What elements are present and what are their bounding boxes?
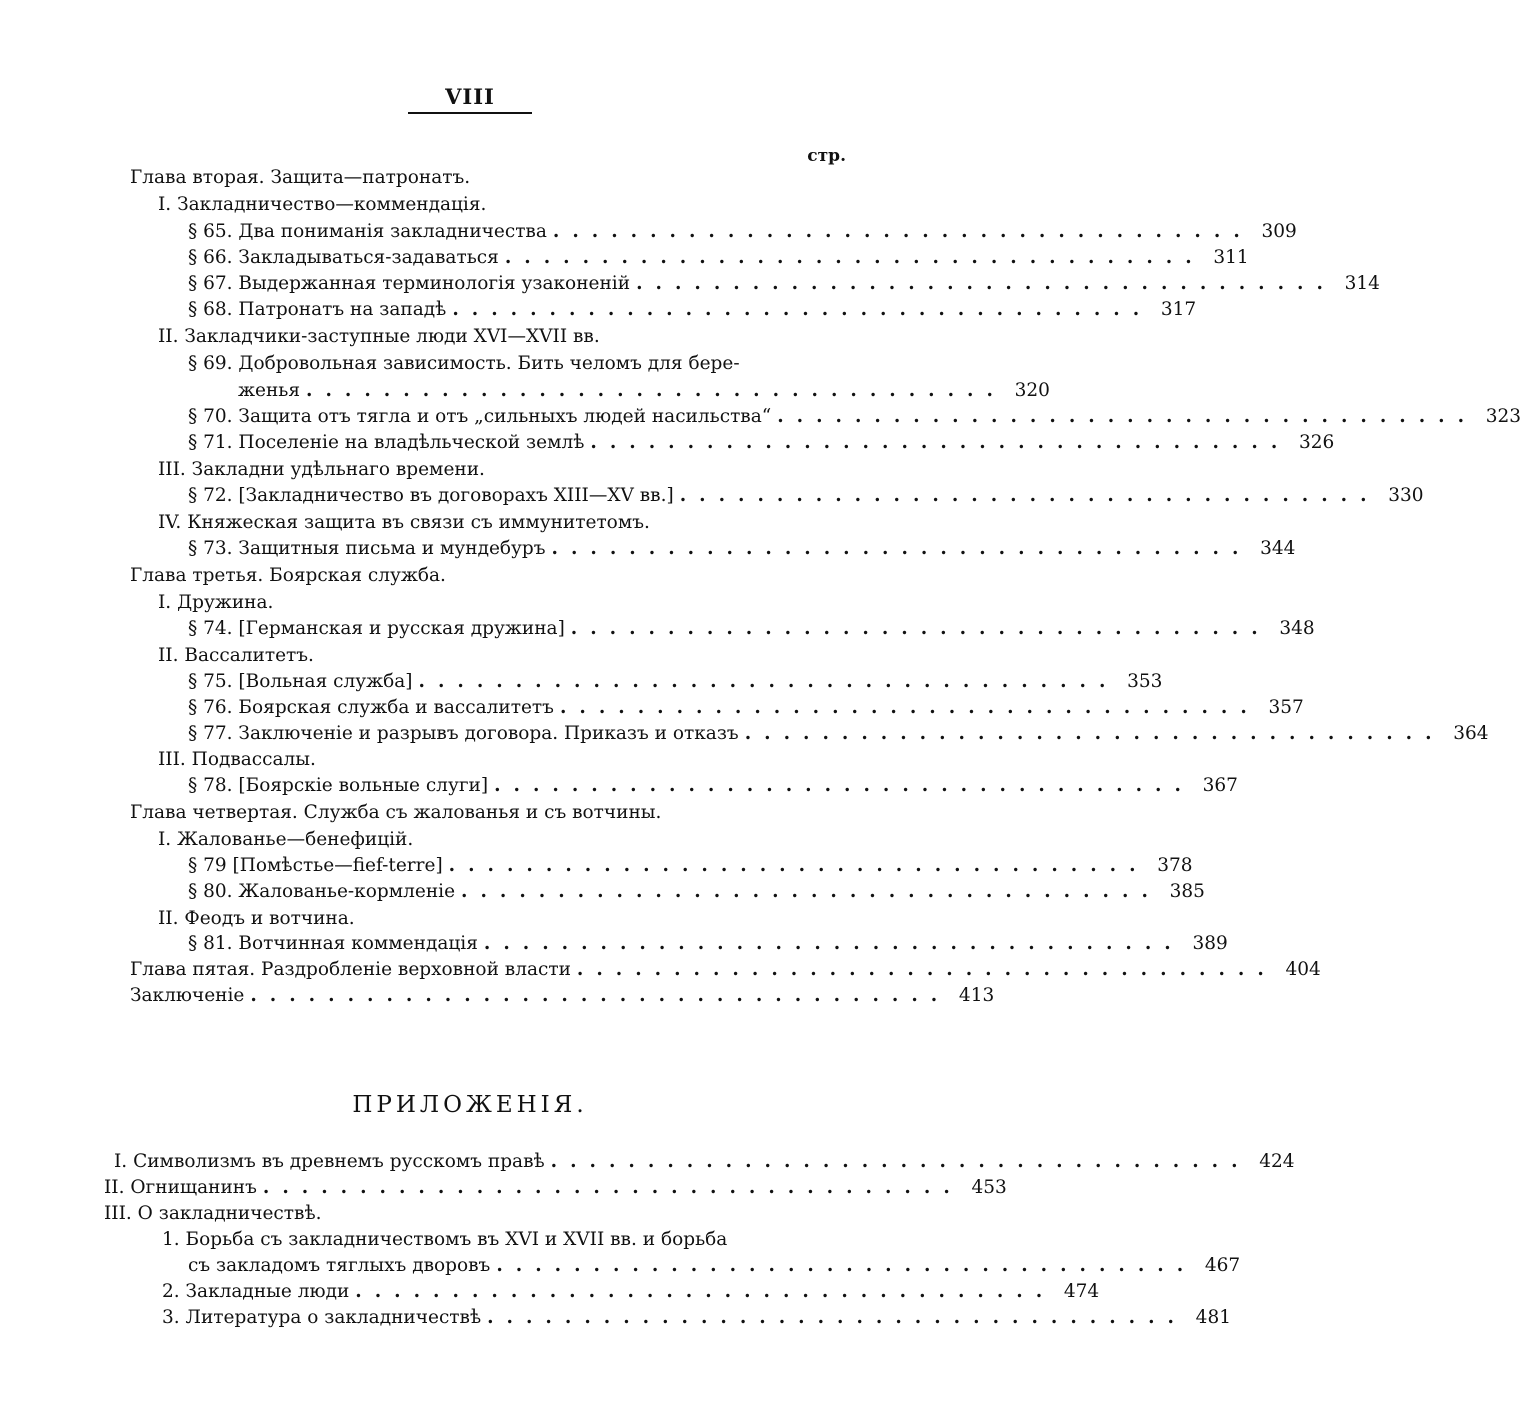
leader-dots: .................................... [452, 299, 1153, 320]
toc-page-number: 385 [1169, 881, 1205, 902]
appendix-page-number: 467 [1204, 1255, 1241, 1276]
toc-line [130, 983, 995, 1009]
leader-dots: .................................... [250, 985, 951, 1006]
toc-page-number: 348 [1279, 618, 1315, 639]
toc-page-number: 314 [1344, 273, 1380, 294]
appendix-line [104, 1201, 845, 1227]
toc-page-number: 320 [1014, 380, 1050, 401]
appendix-line-text: 3. Литература о закладничествѣ [162, 1307, 482, 1328]
toc-line [188, 351, 845, 377]
toc-line [188, 404, 1521, 430]
toc-line [188, 271, 1380, 297]
toc-page-number: 311 [1213, 247, 1249, 268]
appendix-line [162, 1227, 845, 1253]
toc-line [158, 510, 845, 536]
toc-page-number: 330 [1388, 485, 1424, 506]
leader-dots: .................................... [504, 247, 1205, 268]
toc-line [188, 931, 1228, 957]
page-number-rule [408, 112, 532, 114]
toc-line-text: § 71. Поселеніе на владѣльческой землѣ [188, 432, 585, 453]
leader-dots: .................................... [487, 1307, 1187, 1328]
toc-line [158, 590, 845, 616]
toc-line [238, 378, 1050, 404]
toc-line [130, 957, 1321, 983]
toc-line [158, 643, 845, 669]
leader-dots: .................................... [777, 406, 1478, 427]
appendix-line-text: 2. Закладные люди [162, 1281, 350, 1302]
toc-line-text: § 79 [Помѣстье—fief-terre] [188, 855, 443, 876]
leader-dots: .................................... [552, 221, 1253, 242]
toc-line-text: III. Закладни удѣльнаго времени. [158, 459, 485, 480]
leader-dots: .................................... [496, 1255, 1197, 1276]
appendix-page-number: 481 [1195, 1307, 1231, 1328]
appendix-page-number: 453 [971, 1177, 1007, 1198]
toc-line-text: Глава третья. Боярская служба. [130, 565, 446, 586]
page-number: VIII [445, 84, 495, 109]
toc-line-text: § 69. Добровольная зависимость. Бить челомъ для бере- [188, 353, 740, 374]
toc-line [158, 827, 845, 853]
toc-line-text: § 73. Защитныя письма и мундебуръ [188, 538, 546, 559]
appendix-page-number: 424 [1259, 1151, 1295, 1172]
toc-line-text: Глава вторая. Защита—патронатъ. [130, 167, 471, 188]
toc-line-text: женья [238, 380, 301, 401]
toc-line [130, 800, 845, 826]
toc-line [188, 853, 1193, 879]
toc-line [130, 165, 845, 191]
toc-line [188, 695, 1304, 721]
toc-line-text: § 65. Два пониманія закладничества [188, 221, 547, 242]
toc-line [188, 773, 1238, 799]
toc-line-text: Глава пятая. Раздробленіе верховной власти [130, 959, 571, 980]
appendix-line [114, 1149, 1295, 1175]
toc-line [158, 192, 845, 218]
leader-dots: .................................... [679, 485, 1380, 506]
leader-dots: .................................... [461, 881, 1161, 902]
leader-dots: .................................... [306, 380, 1006, 401]
toc-line-text: § 72. [Закладничество въ договорахъ XIII—XV вв.] [188, 485, 674, 506]
toc-line [130, 563, 845, 589]
leader-dots: .................................... [636, 273, 1336, 294]
toc-line-text: II. Вассалитетъ. [158, 645, 314, 666]
toc-page-number: 353 [1127, 671, 1163, 692]
toc-line-text: § 74. [Германская и русская дружина] [188, 618, 565, 639]
toc-line-text: I. Жалованье—бенефицій. [158, 829, 414, 850]
leader-dots: .................................... [483, 933, 1184, 954]
leader-dots: .................................... [494, 775, 1194, 796]
toc-line [188, 879, 1205, 905]
toc-line [158, 747, 845, 773]
leader-dots: .................................... [550, 1151, 1251, 1172]
toc-line-text: III. Подвассалы. [158, 749, 316, 770]
toc-line [158, 324, 845, 350]
toc-line-text: I. Закладничество—коммендація. [158, 194, 487, 215]
toc-line-text: II. Феодъ и вотчина. [158, 908, 355, 929]
leader-dots: .................................... [418, 671, 1119, 692]
toc-line-text: § 67. Выдержанная терминологія узаконеній [188, 273, 631, 294]
toc-page-number: 389 [1192, 933, 1228, 954]
leader-dots: .................................... [570, 618, 1271, 639]
toc-page-number: 326 [1298, 432, 1335, 453]
toc-page-number: 367 [1202, 775, 1238, 796]
toc-page-number: 404 [1285, 959, 1321, 980]
toc-page-number: 317 [1160, 299, 1197, 320]
toc-page-number: 309 [1261, 221, 1297, 242]
toc-line-text: § 77. Заключеніе и разрывъ договора. Приказъ и отказъ [188, 723, 739, 744]
toc-page-number: 357 [1268, 697, 1304, 718]
toc-line-text: § 75. [Вольная служба] [188, 671, 413, 692]
appendix-line [162, 1279, 1100, 1305]
toc-line-text: § 70. Защита отъ тягла и отъ „сильныхъ людей насильства“ [188, 406, 772, 427]
toc-page-number: 364 [1453, 723, 1489, 744]
toc-line-text: § 80. Жалованье-кормленіе [188, 881, 456, 902]
toc-line-text: § 78. [Боярскіе вольные слуги] [188, 775, 489, 796]
appendix-heading: ПРИЛОЖЕНІЯ. [352, 1092, 588, 1118]
toc-line [158, 457, 845, 483]
toc-line [188, 669, 1163, 695]
toc-line [188, 430, 1335, 456]
appendix-line [104, 1175, 1007, 1201]
leader-dots: .................................... [551, 538, 1252, 559]
leader-dots: .................................... [590, 432, 1291, 453]
toc-line-text: IV. Княжеская защита въ связи съ иммунитетомъ. [158, 512, 650, 533]
toc-line-text: I. Дружина. [158, 592, 274, 613]
appendix-line-text: 1. Борьба съ закладничествомъ въ XVI и XVII вв. и борьба [162, 1229, 728, 1250]
leader-dots: .................................... [576, 959, 1277, 980]
appendix-line [188, 1253, 1241, 1279]
appendix-line-text: съ закладомъ тяглыхъ дворовъ [188, 1255, 491, 1276]
toc-line-text: II. Закладчики-заступные люди XVI—XVII вв. [158, 326, 600, 347]
appendix-line-text: I. Символизмъ въ древнемъ русскомъ правѣ [114, 1151, 545, 1172]
page-column-label: стр. [807, 146, 846, 166]
toc-line-text: § 76. Боярская служба и вассалитетъ [188, 697, 554, 718]
leader-dots: .................................... [559, 697, 1260, 718]
appendix-line-text: II. Огнищанинъ [104, 1177, 257, 1198]
toc-line [188, 616, 1315, 642]
toc-page-number: 323 [1485, 406, 1521, 427]
toc-page-number: 378 [1157, 855, 1193, 876]
appendix-page-number: 474 [1063, 1281, 1100, 1302]
toc-line-text: Заключеніе [130, 985, 245, 1006]
appendix-line-text: III. О закладничествѣ. [104, 1203, 322, 1224]
toc-line [188, 483, 1424, 509]
toc-line-text: § 68. Патронатъ на западѣ [188, 299, 447, 320]
leader-dots: .................................... [262, 1177, 963, 1198]
leader-dots: .................................... [744, 723, 1445, 744]
toc-line [188, 297, 1197, 323]
toc-page-number: 413 [958, 985, 995, 1006]
toc-line [188, 219, 1297, 245]
leader-dots: .................................... [448, 855, 1149, 876]
toc-line [188, 245, 1249, 271]
toc-line-text: Глава четвертая. Служба съ жалованья и съ вотчины. [130, 802, 662, 823]
toc-line-text: § 66. Закладываться-задаваться [188, 247, 499, 268]
toc-page-number: 344 [1260, 538, 1296, 559]
appendix-line [162, 1305, 1231, 1331]
leader-dots: .................................... [355, 1281, 1056, 1302]
toc-line [158, 906, 845, 932]
toc-line [188, 536, 1296, 562]
toc-line-text: § 81. Вотчинная коммендація [188, 933, 478, 954]
toc-line [188, 721, 1489, 747]
